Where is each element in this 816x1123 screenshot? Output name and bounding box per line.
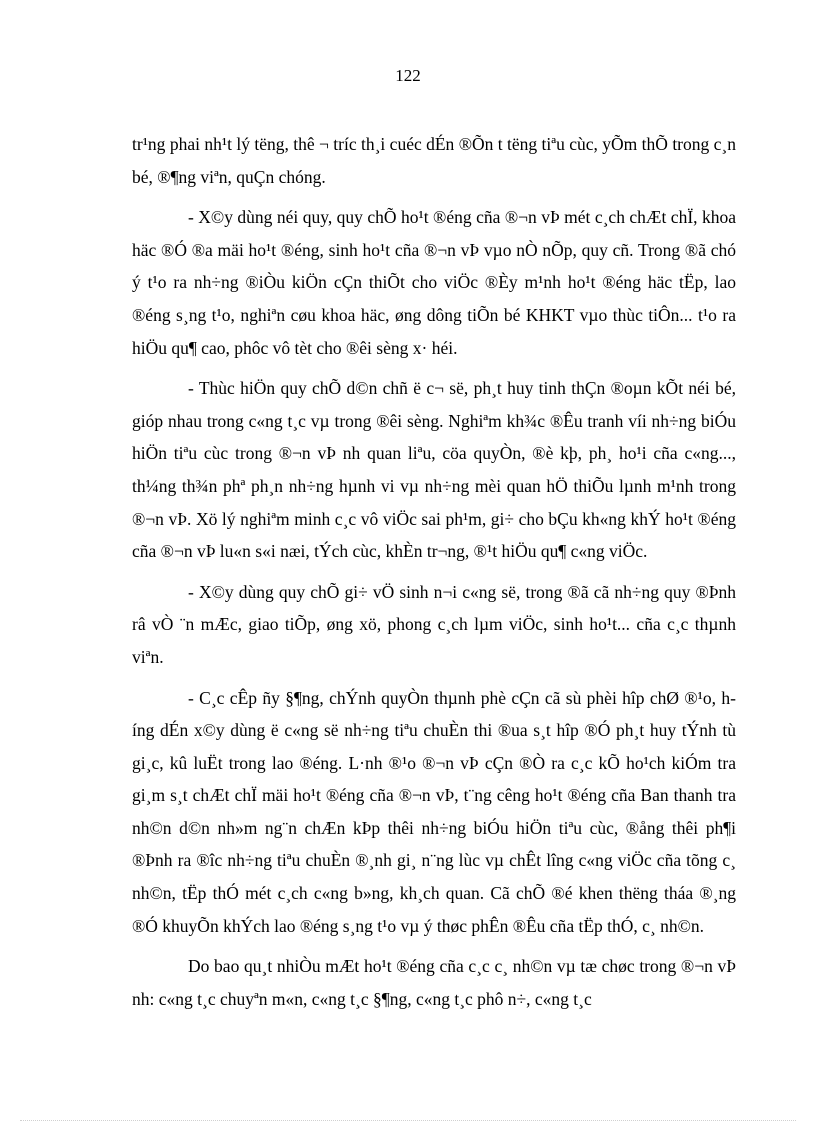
paragraph-scope: Do bao qu¸t nhiÒu mÆt ho¹t ®éng cña c¸c c¸ nh©n vµ tæ chøc trong ®¬n vÞ nh: c«ng t¸c chuyªn m«n, c«ng t¸c §¶ng, c«ng t¸c phô n÷, c«ng t¸c (132, 956, 736, 1009)
paragraph-leadership: - C¸c cÊp ñy §¶ng, chÝnh quyÒn thµnh phè cÇn cã sù phèi hîp chØ ®¹o, híng dÉn x©y dùng ë c«ng së nh÷ng tiªu chuÈn thi ®ua s¸t hîp ®Ó ph¸t huy tÝnh tù gi¸c, kû luËt trong lao ®éng. L·nh ®¹o ®¬n vÞ cÇn ®Ò ra c¸c kÕ ho¹ch kiÓm tra gi¸m s¸t chÆt chÏ mäi ho¹t ®éng cña ®¬n vÞ, t¨ng cêng ho¹t ®éng cña Ban thanh tra nh©n d©n nh»m ng¨n chÆn kÞp thêi nh÷ng biÓu hiÖn tiªu cùc, ®ång thêi ph¶i ®Þnh ra ®îc nh÷ng tiªu chuÈn ®¸nh gi¸ n¨ng lùc vµ chÊt lîng c«ng viÖc cña tõng c¸ nh©n, tËp thÓ mét c¸ch c«ng b»ng, kh¸ch quan. Cã chÕ ®é khen thëng tháa ®¸ng ®Ó khuyÕn khÝch lao ®éng s¸ng t¹o vµ ý thøc phÊn ®Êu cña tËp thÓ, c¸ nh©n. (132, 687, 736, 936)
paragraph-democracy: - Thùc hiÖn quy chÕ d©n chñ ë c¬ së, ph¸t huy tinh thÇn ®oµn kÕt néi bé, gióp nhau trong c«ng t¸c vµ trong ®êi sèng. Nghiªm kh¾c ®Êu tranh víi nh÷ng biÓu hiÖn tiªu cùc trong ®¬n vÞ nh quan liªu, cöa quyÒn, ®è kþ, ph¸ ho¹i cña c«ng..., th¼ng th¾n phª ph¸n nh÷ng hµnh vi vµ nh÷ng mèi quan hÖ thiÕu lµnh m¹nh trong ®¬n vÞ. Xö lý nghiªm minh c¸c vô viÖc sai ph¹m, gi÷ cho bÇu kh«ng khÝ ho¹t ®éng cña ®¬n vÞ lu«n s«i næi, tÝch cùc, khÈn tr¬ng, ®¹t hiÖu qu¶ c«ng viÖc. (132, 378, 736, 562)
page-number: 122 (395, 66, 421, 85)
paragraph-hygiene: - X©y dùng quy chÕ gi÷ vÖ sinh n¬i c«ng së, trong ®ã cã nh÷ng quy ®Þnh râ vÒ ¨n mÆc, giao tiÕp, øng xö, phong c¸ch lµm viÖc, sinh ho¹t... cña c¸c thµnh viªn. (132, 581, 736, 667)
paragraph-continuation: tr¹ng phai nh¹t lý tëng, thê ¬ tríc th¸i cuéc dÉn ®Õn t tëng tiªu cùc, yÕm thÕ trong c¸n bé, ®¶ng viªn, quÇn chóng. (132, 134, 736, 187)
paragraph-rules: - X©y dùng néi quy, quy chÕ ho¹t ®éng cña ®¬n vÞ mét c¸ch chÆt chÏ, khoa häc ®Ó ®a mäi ho¹t ®éng, sinh ho¹t cña ®¬n vÞ vµo nÒ nÕp, quy cñ. Trong ®ã chó ý t¹o ra nh÷ng ®iÒu kiÖn cÇn thiÕt cho viÖc ®Èy m¹nh ho¹t ®éng häc tËp, lao ®éng s¸ng t¹o, nghiªn cøu khoa häc, øng dông tiÕn bé KHKT vµo thùc tiÔn... t¹o ra hiÖu qu¶ cao, phôc vô tèt cho ®êi sèng x· héi. (132, 207, 736, 358)
body-text (132, 128, 736, 1023)
page-bottom-divider (20, 1120, 796, 1121)
